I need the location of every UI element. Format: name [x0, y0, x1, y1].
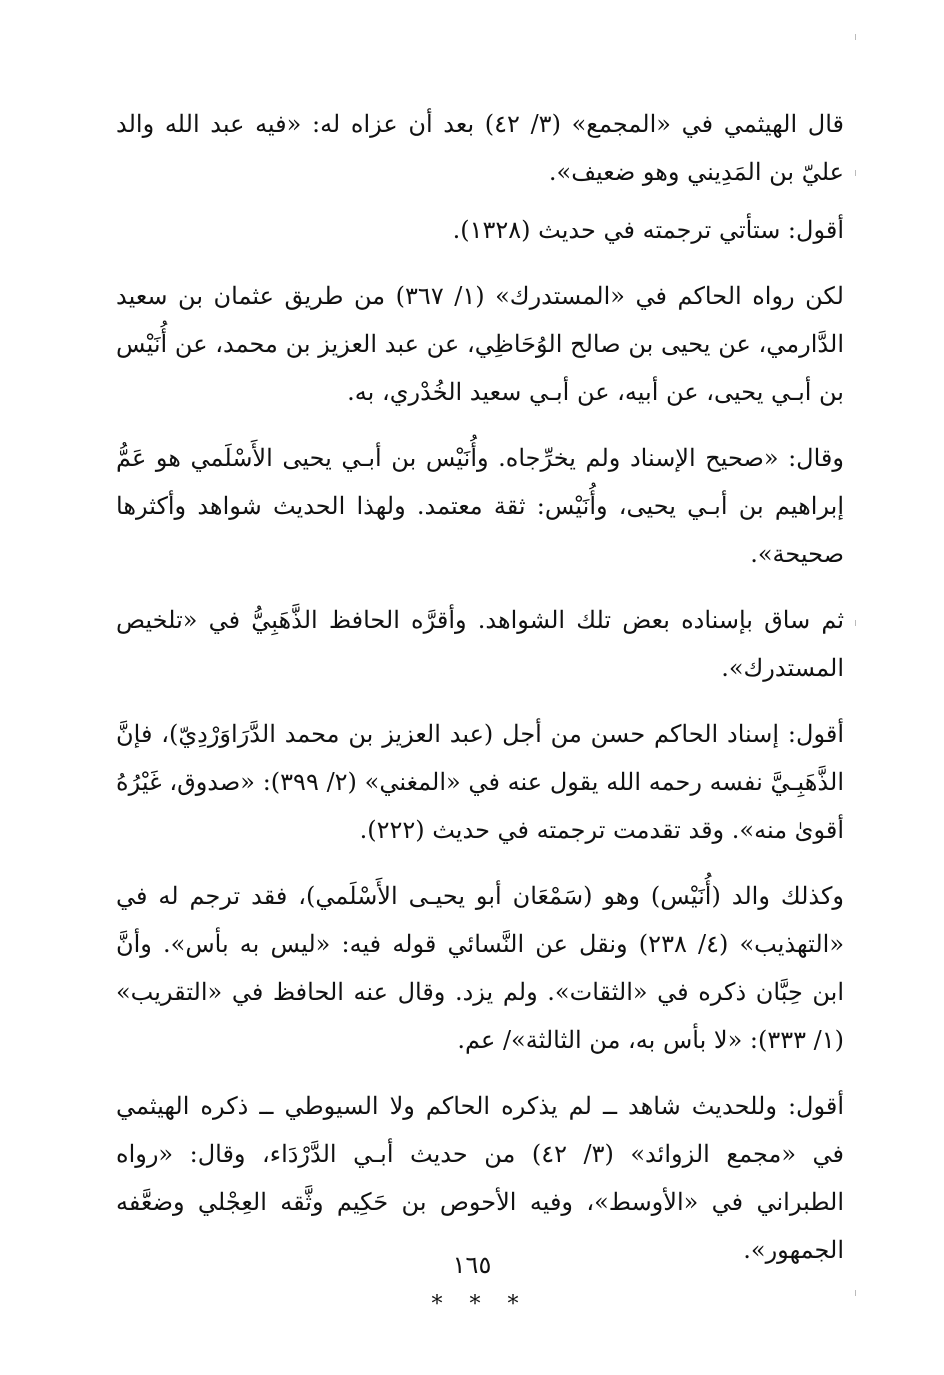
edge-mark [855, 1290, 856, 1296]
paragraph: وكذلك والد (أُنَيْس) وهو (سَمْعَان أبو يحيـى الأَسْلَمي)، فقد ترجم له في «التهذيب» (٤/ ٢٣٨) ونقل عن النَّسائي قوله فيه: «ليس به بأس». وأنَّ ابن حِبَّان ذكره في «الثقات». ولم يزد. وقال عنه الحافظ في «التقريب» (١/ ٣٣٣): «لا بأس به، من الثالثة»/ عم. [116, 882, 844, 1054]
edge-mark [855, 34, 856, 40]
paragraph: قال الهيثمي في «المجمع» (٣/ ٤٢) بعد أن عزاه له: «فيه عبد الله والد عليّ بن المَدِيني وهو ضعيف». [116, 110, 844, 186]
paragraph: وقال: «صحيح الإسناد ولم يخرِّجاه. وأُنَيْس بن أبـي يحيى الأَسْلَمي هو عَمُّ إبراهيم بن أبـي يحيى، وأُنَيْس: ثقة معتمد. ولهذا الحديث شواهد وأكثرها صحيحة». [116, 444, 844, 568]
edge-mark [855, 170, 856, 176]
paragraph: لكن رواه الحاكم في «المستدرك» (١/ ٣٦٧) من طريق عثمان بن سعيد الدَّارمي، عن يحيى بن صالح الوُحَاظِي، عن عبد العزيز بن محمد، عن أُنَيْس بن أبـي يحيى، عن أبيه، عن أبـي سعيد الخُدْري، به. [116, 282, 844, 406]
edge-mark [855, 620, 856, 626]
page-number: ١٦٥ [452, 1251, 492, 1279]
paragraph: أقول: إسناد الحاكم حسن من أجل (عبد العزيز بن محمد الدَّرَاوَرْدِيّ)، فإنَّ الذَّهَبِـيَّ نفسه رحمه الله يقول عنه في «المغني» (٢/ ٣٩٩): «صدوق، غَيْرُهُ أقوىٰ منه». وقد تقدمت ترجمته في حديث (٢٢٢). [116, 720, 844, 844]
paragraph: أقول: وللحديث شاهد ــ لم يذكره الحاكم ولا السيوطي ــ ذكره الهيثمي في «مجمع الزوائد» (٣/ ٤٢) من حديث أبـي الدَّرْدَاء، وقال: «رواه الطبراني في «الأوسط»، وفيه الأحوص بن حَكِيم وثَّقه العِجْلي وضعَّفه الجمهور». [116, 1092, 844, 1264]
paragraph: ثم ساق بإسناده بعض تلك الشواهد. وأقرَّه الحافظ الذَّهَبِيُّ في «تلخيص المستدرك». [116, 606, 844, 682]
page-body [116, 100, 844, 1317]
section-separator: * * * [431, 1292, 529, 1317]
paragraph: أقول: ستأتي ترجمته في حديث (١٣٢٨). [452, 216, 844, 244]
